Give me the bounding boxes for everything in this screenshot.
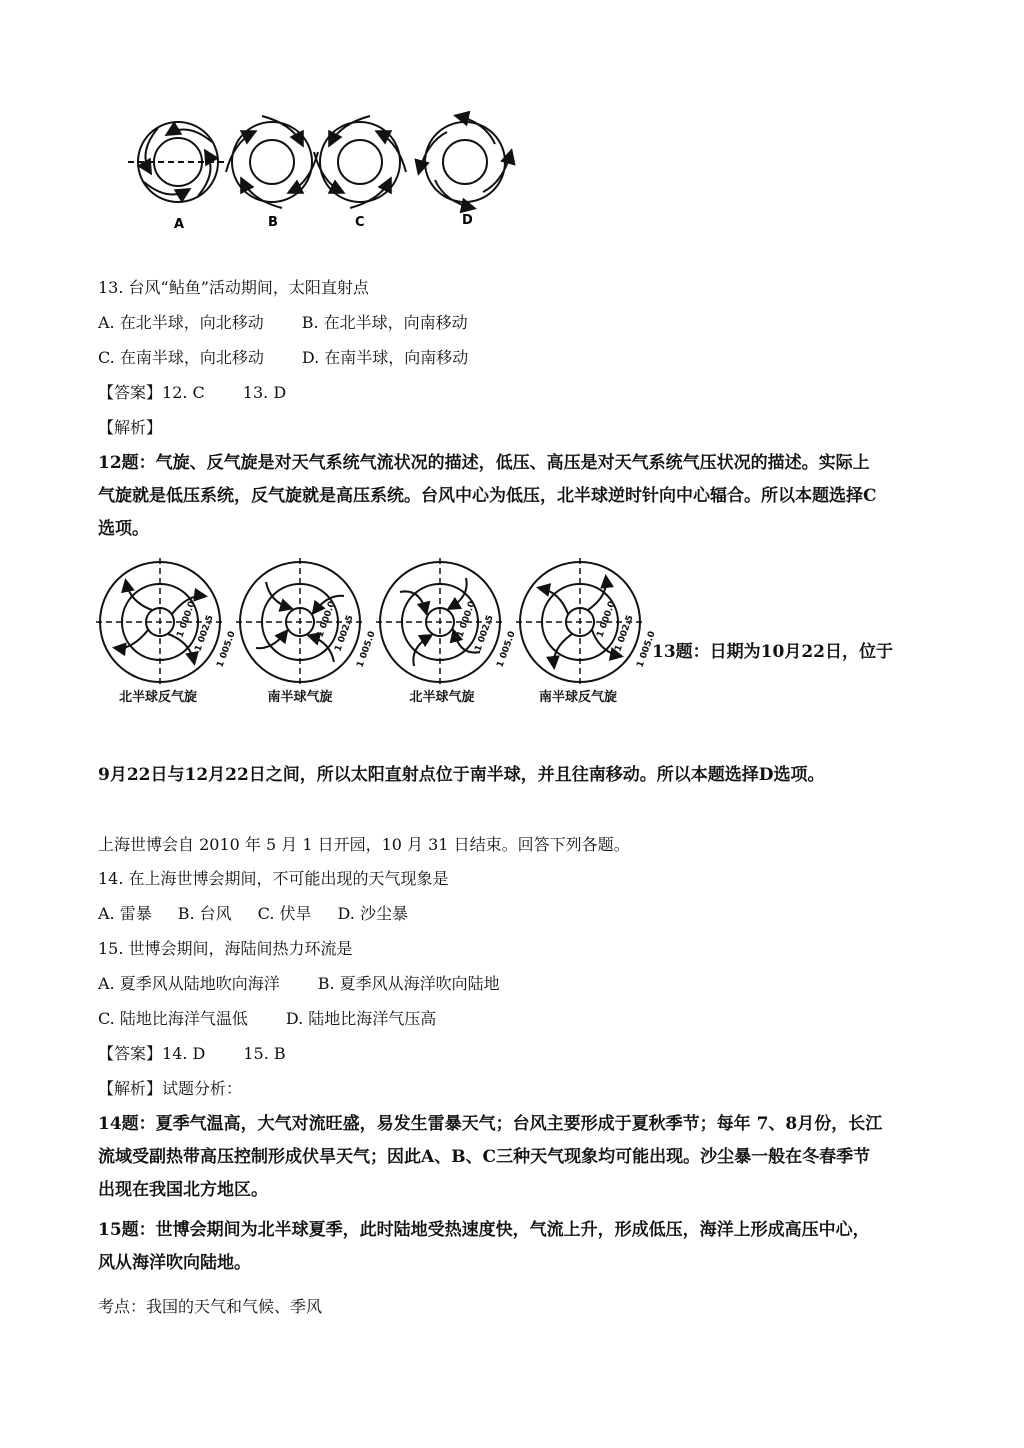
diagram-a: [128, 122, 228, 202]
isobar-3-mid: 1 002.5: [473, 614, 496, 654]
isobar-3-inner: 1 000.0: [455, 600, 478, 640]
analysis-label-1: 【解析】: [98, 418, 163, 437]
q14-option-a: A. 雷暴: [98, 904, 152, 923]
diagram-b: [226, 116, 318, 208]
q15-option-d: D. 陆地比海洋气压高: [285, 1009, 437, 1028]
q14-option-b: B. 台风: [177, 904, 232, 923]
isobar-1-inner: 1 000.0: [175, 600, 198, 640]
q13-options-row1: [98, 313, 468, 333]
q13-options-row2: [98, 348, 468, 368]
caption-nh-cyclone: 北半球气旋: [409, 690, 475, 705]
q15-options-row1: [98, 974, 500, 994]
answer-15: 15. B: [243, 1044, 286, 1063]
q14-options: [98, 904, 408, 924]
q13-option-d: D. 在南半球，向南移动: [301, 348, 469, 367]
answer-13: 13. D: [242, 383, 287, 402]
isobar-2-mid: 1 002.5: [333, 614, 356, 654]
q14-option-c: C. 伏旱: [257, 904, 312, 923]
label-b: B: [268, 215, 278, 230]
diagram-c: [314, 116, 406, 208]
isobar-4-outer: 1 005.0: [635, 630, 658, 670]
analysis-13-line2: 9月22日与12月22日之间，所以太阳直射点位于南半球，并且往南移动。所以本题选择D选项。: [98, 765, 825, 785]
figure-cyclones-abcd: [120, 110, 520, 240]
analysis-15-line1: 15题：世博会期间为北半球夏季，此时陆地受热速度快，气流上升，形成低压，海洋上形成高压中心，: [98, 1220, 870, 1240]
analysis-14-line2: 流域受副热带高压控制形成伏旱天气；因此A、B、C三种天气现象均可能出现。沙尘暴一般在冬春季节: [98, 1147, 871, 1167]
analysis-12-line2: 气旋就是低压系统，反气旋就是高压系统。台风中心为低压，北半球逆时针向中心辐合。所以本题选择C: [98, 486, 877, 506]
q15-option-a: A. 夏季风从陆地吹向海洋: [98, 974, 280, 993]
answer-14: 14. D: [162, 1044, 206, 1063]
q15-question: 15. 世博会期间，海陆间热力环流是: [98, 939, 353, 958]
isobar-1-outer: 1 005.0: [215, 630, 238, 670]
q15-options-row2: [98, 1009, 436, 1029]
q13-question: 13. 台风“鲇鱼”活动期间，太阳直射点: [98, 278, 369, 297]
caption-sh-anticyclone: 南半球反气旋: [538, 690, 618, 705]
isobar-4-mid: 1 002.5: [613, 614, 636, 654]
analysis-12-line1: 12题：气旋、反气旋是对天气系统气流状况的描述，低压、高压是对天气系统气压状况的描述。实际上: [98, 453, 870, 473]
q13-option-a: A. 在北半球，向北移动: [98, 313, 264, 332]
analysis-14-line3: 出现在我国北方地区。: [98, 1180, 268, 1200]
intro-expo: 上海世博会自 2010 年 5 月 1 日开园，10 月 31 日结束。回答下列各题。: [98, 835, 630, 854]
figure-pressure-systems: [96, 560, 658, 710]
analysis-label-2: 【解析】试题分析：: [98, 1079, 243, 1098]
label-c: C: [355, 215, 365, 230]
isobar-3-outer: 1 005.0: [495, 630, 518, 670]
analysis-12-line3: 选项。: [98, 519, 149, 539]
isobar-2-outer: 1 005.0: [355, 630, 378, 670]
isobar-1-mid: 1 002.5: [193, 614, 216, 654]
q14-question: 14. 在上海世博会期间，不可能出现的天气现象是: [98, 869, 449, 888]
label-a: A: [174, 217, 185, 232]
answer-block-2: [98, 1044, 286, 1064]
q15-option-b: B. 夏季风从海洋吹向陆地: [317, 974, 500, 993]
answer-label-1: 【答案】: [98, 383, 163, 402]
kaodian: 考点：我国的天气和气候、季风: [98, 1297, 323, 1316]
caption-nh-anticyclone: 北半球反气旋: [118, 690, 198, 705]
q15-option-c: C. 陆地比海洋气温低: [98, 1009, 248, 1028]
q13-option-c: C. 在南半球，向北移动: [98, 348, 264, 367]
analysis-15-line2: 风从海洋吹向陆地。: [98, 1253, 251, 1273]
isobar-2-inner: 1 000.0: [315, 600, 338, 640]
label-d: D: [462, 213, 473, 228]
analysis-13-right: 13题：日期为10月22日，位于: [652, 642, 893, 662]
caption-sh-cyclone: 南半球气旋: [267, 690, 333, 705]
q13-option-b: B. 在北半球，向南移动: [301, 313, 468, 332]
q14-option-d: D. 沙尘暴: [337, 904, 408, 923]
analysis-14-line1: 14题：夏季气温高，大气对流旺盛，易发生雷暴天气；台风主要形成于夏秋季节；每年 7、8月份，长江: [98, 1114, 883, 1134]
isobar-4-inner: 1 000.0: [595, 600, 618, 640]
answer-label-2: 【答案】: [98, 1044, 163, 1063]
answer-block-1: [98, 383, 286, 403]
diagram-d: [419, 116, 511, 208]
answer-12: 12. C: [162, 383, 205, 402]
